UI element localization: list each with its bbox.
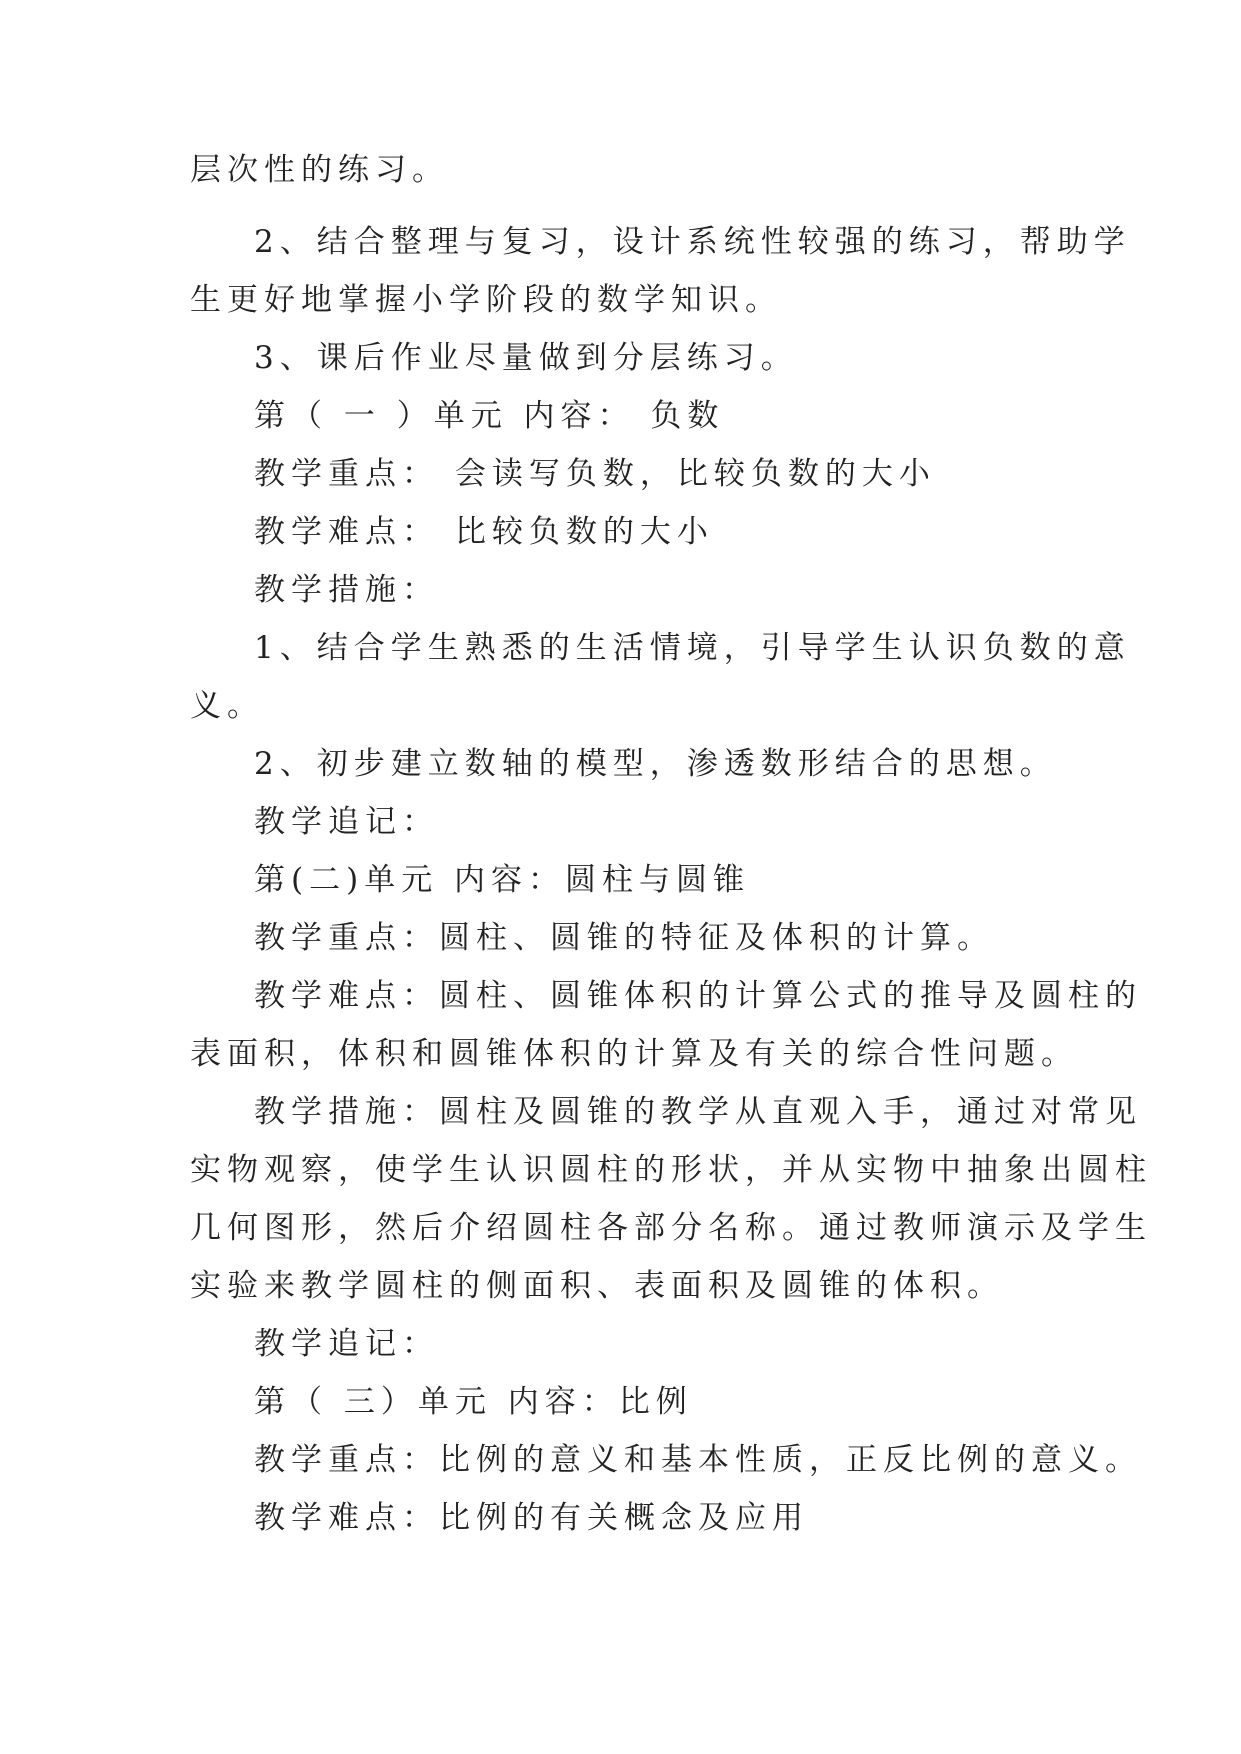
- text-line: 教学追记：: [254, 1326, 439, 1362]
- section-heading: 第(二)单元 内容：圆柱与圆锥: [254, 862, 751, 898]
- text-line: 教学难点： 比较负数的大小: [254, 514, 714, 550]
- text-line: 1、结合学生熟悉的生活情境，引导学生认识负数的意: [254, 630, 1131, 666]
- text-line: 2、初步建立数轴的模型，渗透数形结合的思想。: [254, 746, 1057, 782]
- text-line: 教学重点：圆柱、圆锥的特征及体积的计算。: [254, 920, 994, 956]
- text-line: 3、课后作业尽量做到分层练习。: [254, 340, 798, 376]
- text-line: 教学重点：比例的意义和基本性质，正反比例的意义。: [254, 1442, 1142, 1478]
- text-line: 教学重点： 会读写负数，比较负数的大小: [254, 456, 936, 492]
- text-line: 2、结合整理与复习，设计系统性较强的练习，帮助学: [254, 224, 1131, 260]
- text-line: 教学措施：: [254, 572, 439, 608]
- text-line: 几何图形，然后介绍圆柱各部分名称。通过教师演示及学生: [190, 1210, 1152, 1246]
- text-line: 生更好地掌握小学阶段的数学知识。: [190, 282, 782, 318]
- text-line: 层次性的练习。: [190, 152, 449, 188]
- text-line: 教学难点：比例的有关概念及应用: [254, 1500, 809, 1536]
- text-line: 表面积，体积和圆锥体积的计算及有关的综合性问题。: [190, 1036, 1078, 1072]
- text-line: 实物观察，使学生认识圆柱的形状，并从实物中抽象出圆柱: [190, 1152, 1152, 1188]
- text-line: 教学追记：: [254, 804, 439, 840]
- text-line: 教学难点：圆柱、圆锥体积的计算公式的推导及圆柱的: [254, 978, 1142, 1014]
- section-heading: 第（ 三）单元 内容：比例: [254, 1384, 693, 1420]
- text-line: 义。: [190, 688, 264, 724]
- section-heading: 第（ 一 ）单元 内容： 负数: [254, 398, 725, 434]
- text-line: 教学措施：圆柱及圆锥的教学从直观入手，通过对常见: [254, 1094, 1142, 1130]
- text-line: 实验来教学圆柱的侧面积、表面积及圆锥的体积。: [190, 1268, 1004, 1304]
